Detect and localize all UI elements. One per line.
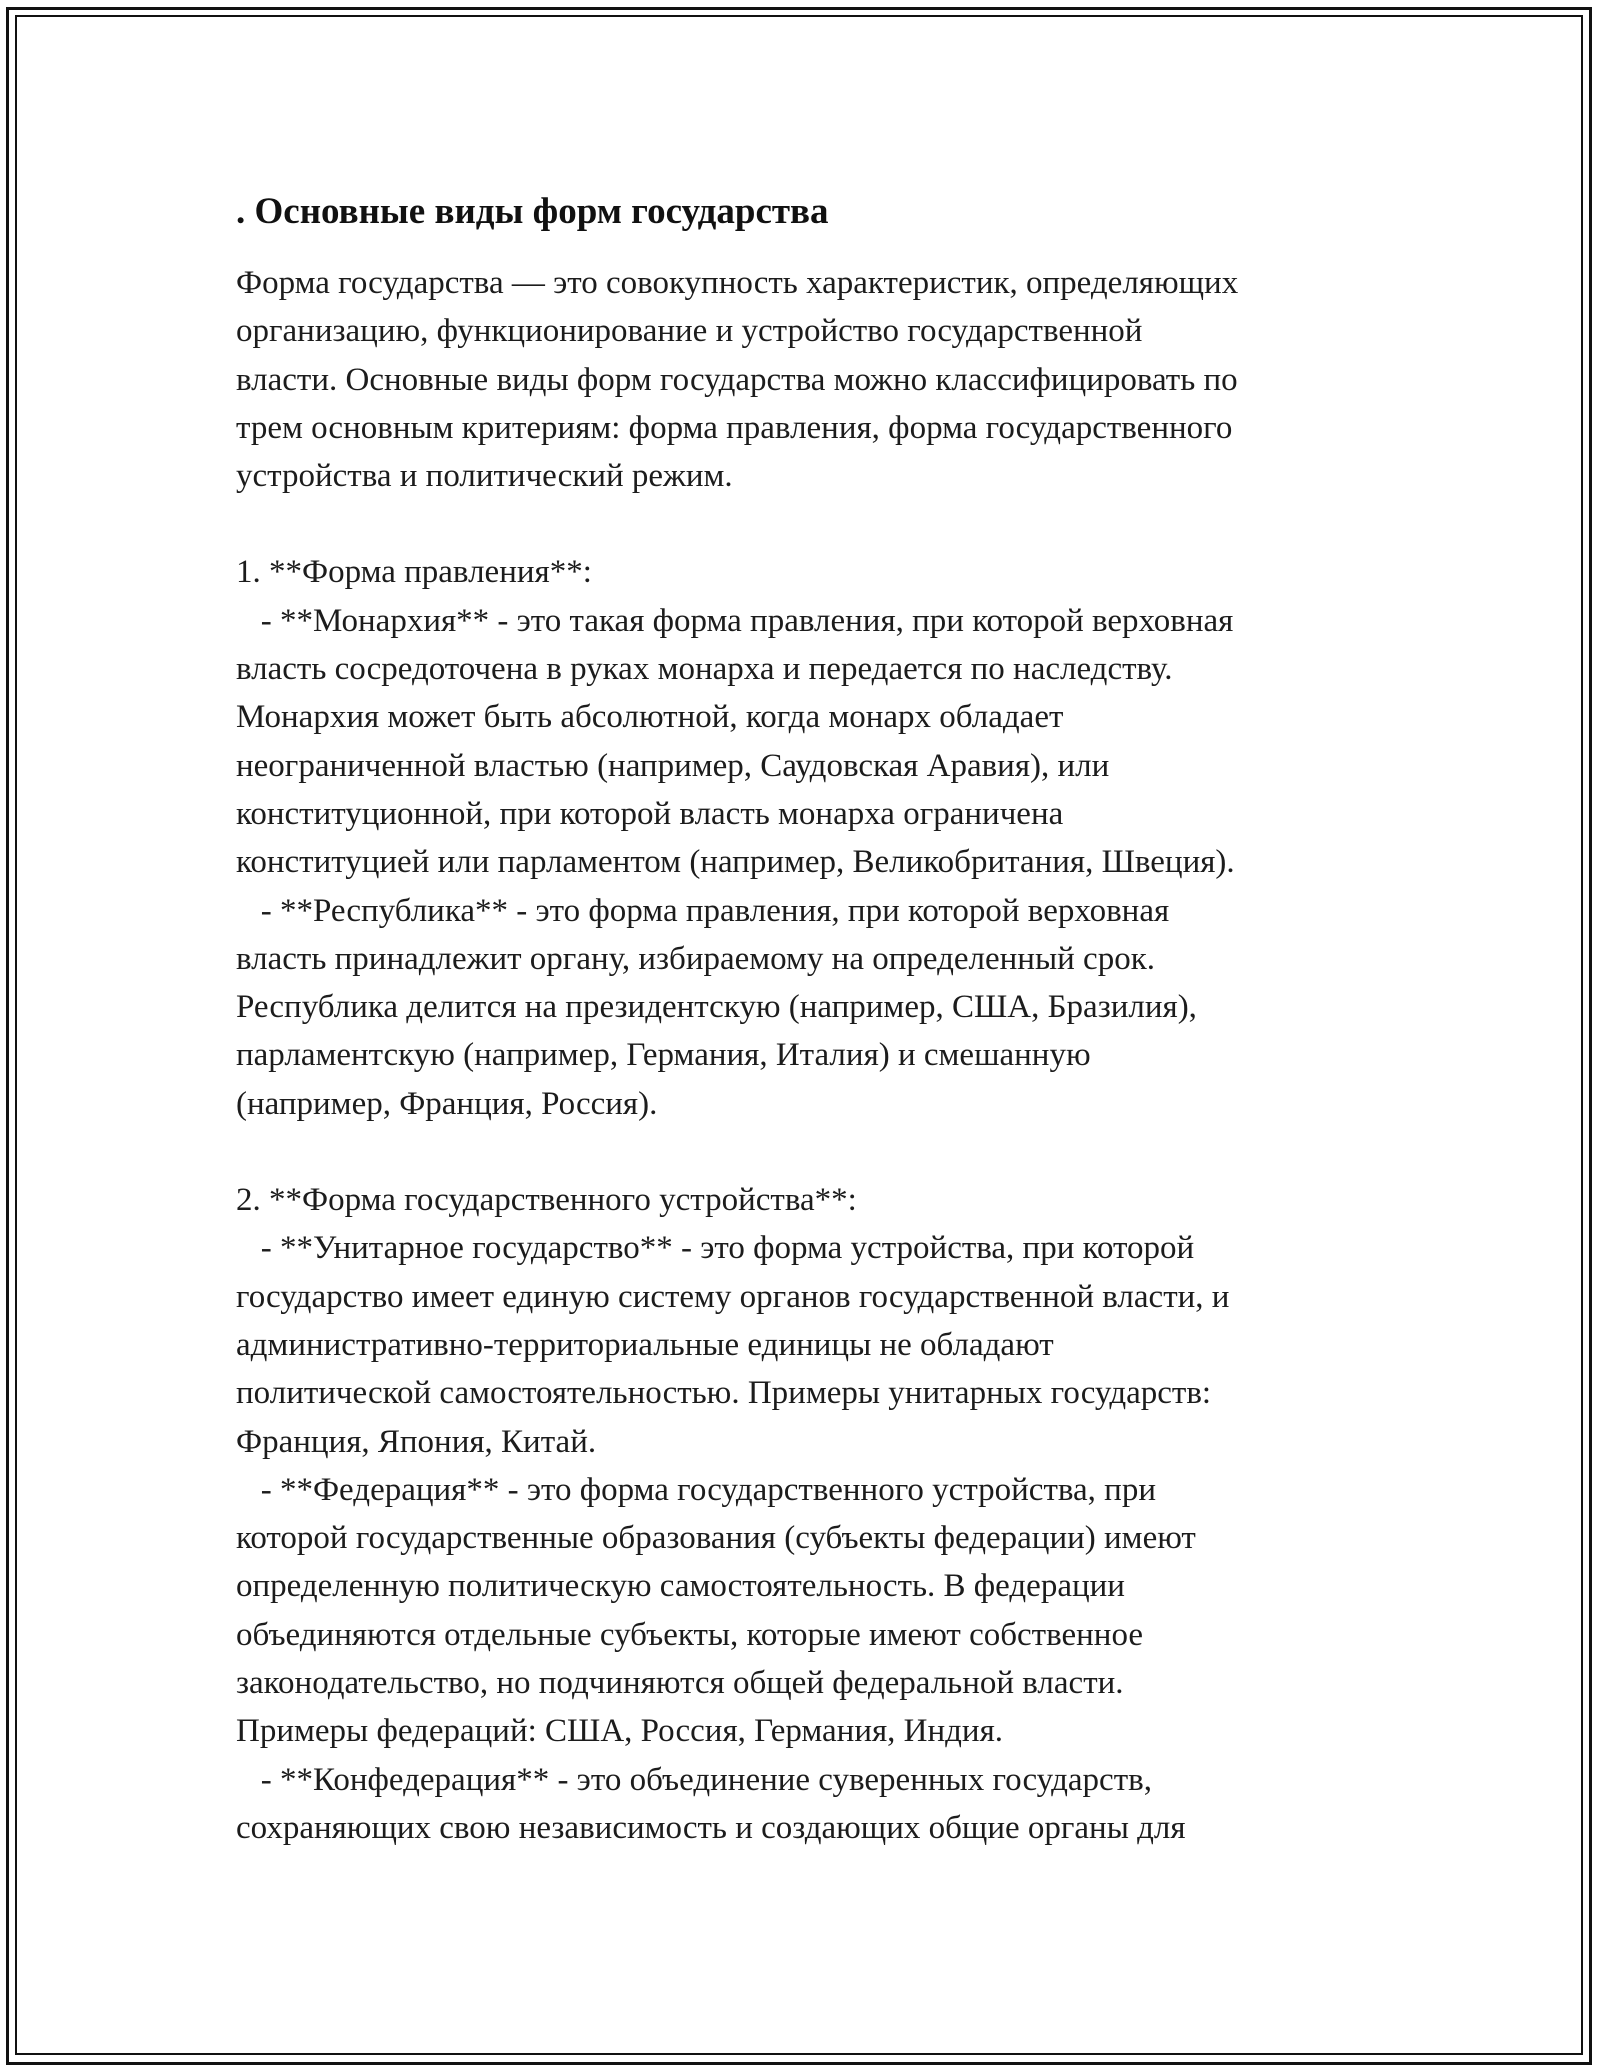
list-item-monarchy: - **Монархия** - это такая форма правления, при которой верховная власть сосредоточена в руках монарха и передается по наследству. Монархия может быть абсолютной, когда монарх обладает неограниченной властью (например, Саудовская Аравия), или конституционной, при которой власть монарха ограничена конституцией или парламентом (например, Великобритания, Швеция).	[236, 602, 1235, 881]
document-body	[236, 188, 1416, 1852]
paragraph-spacer	[236, 500, 1416, 548]
section-heading-state-structure: 2. **Форма государственного устройства**:	[236, 1182, 857, 1219]
intro-paragraph: Форма государства — это совокупность характеристик, определяющих организацию, функционирование и устройство государственной власти. Основные виды форм государства можно классифицировать по трем основным критериям: форма правления, форма государственного устройства и политический режим.	[236, 265, 1239, 495]
list-item-federation: - **Федерация** - это форма государственного устройства, при которой государственные образования (субъекты федерации) имеют определенную политическую самостоятельность. В федерации объединяются отдельные субъекты, которые имеют собственное законодательство, но подчиняются общей федеральной власти. Примеры федераций: США, Россия, Германия, Индия.	[236, 1471, 1196, 1750]
list-item-confederation: - **Конфедерация** - это объединение суверенных государств, сохраняющих свою независимость и создающих общие органы для	[236, 1761, 1186, 1846]
list-item-republic: - **Республика** - это форма правления, при которой верховная власть принадлежит органу, избираемому на определенный срок. Республика делится на президентскую (например, США, Бразилия), парламентскую (например, Германия, Италия) и смешанную (например, Франция, Россия).	[236, 892, 1197, 1122]
list-item-unitary-state: - **Унитарное государство** - это форма устройства, при которой государство имеет единую систему органов государственной власти, и административно-территориальные единицы не обладают политической самостоятельностью. Примеры унитарных государств: Франция, Япония, Китай.	[236, 1230, 1230, 1460]
paragraph-spacer	[236, 1128, 1416, 1176]
section-heading-government-form: 1. **Форма правления**:	[236, 554, 592, 591]
document-title: . Основные виды форм государства	[236, 191, 829, 232]
